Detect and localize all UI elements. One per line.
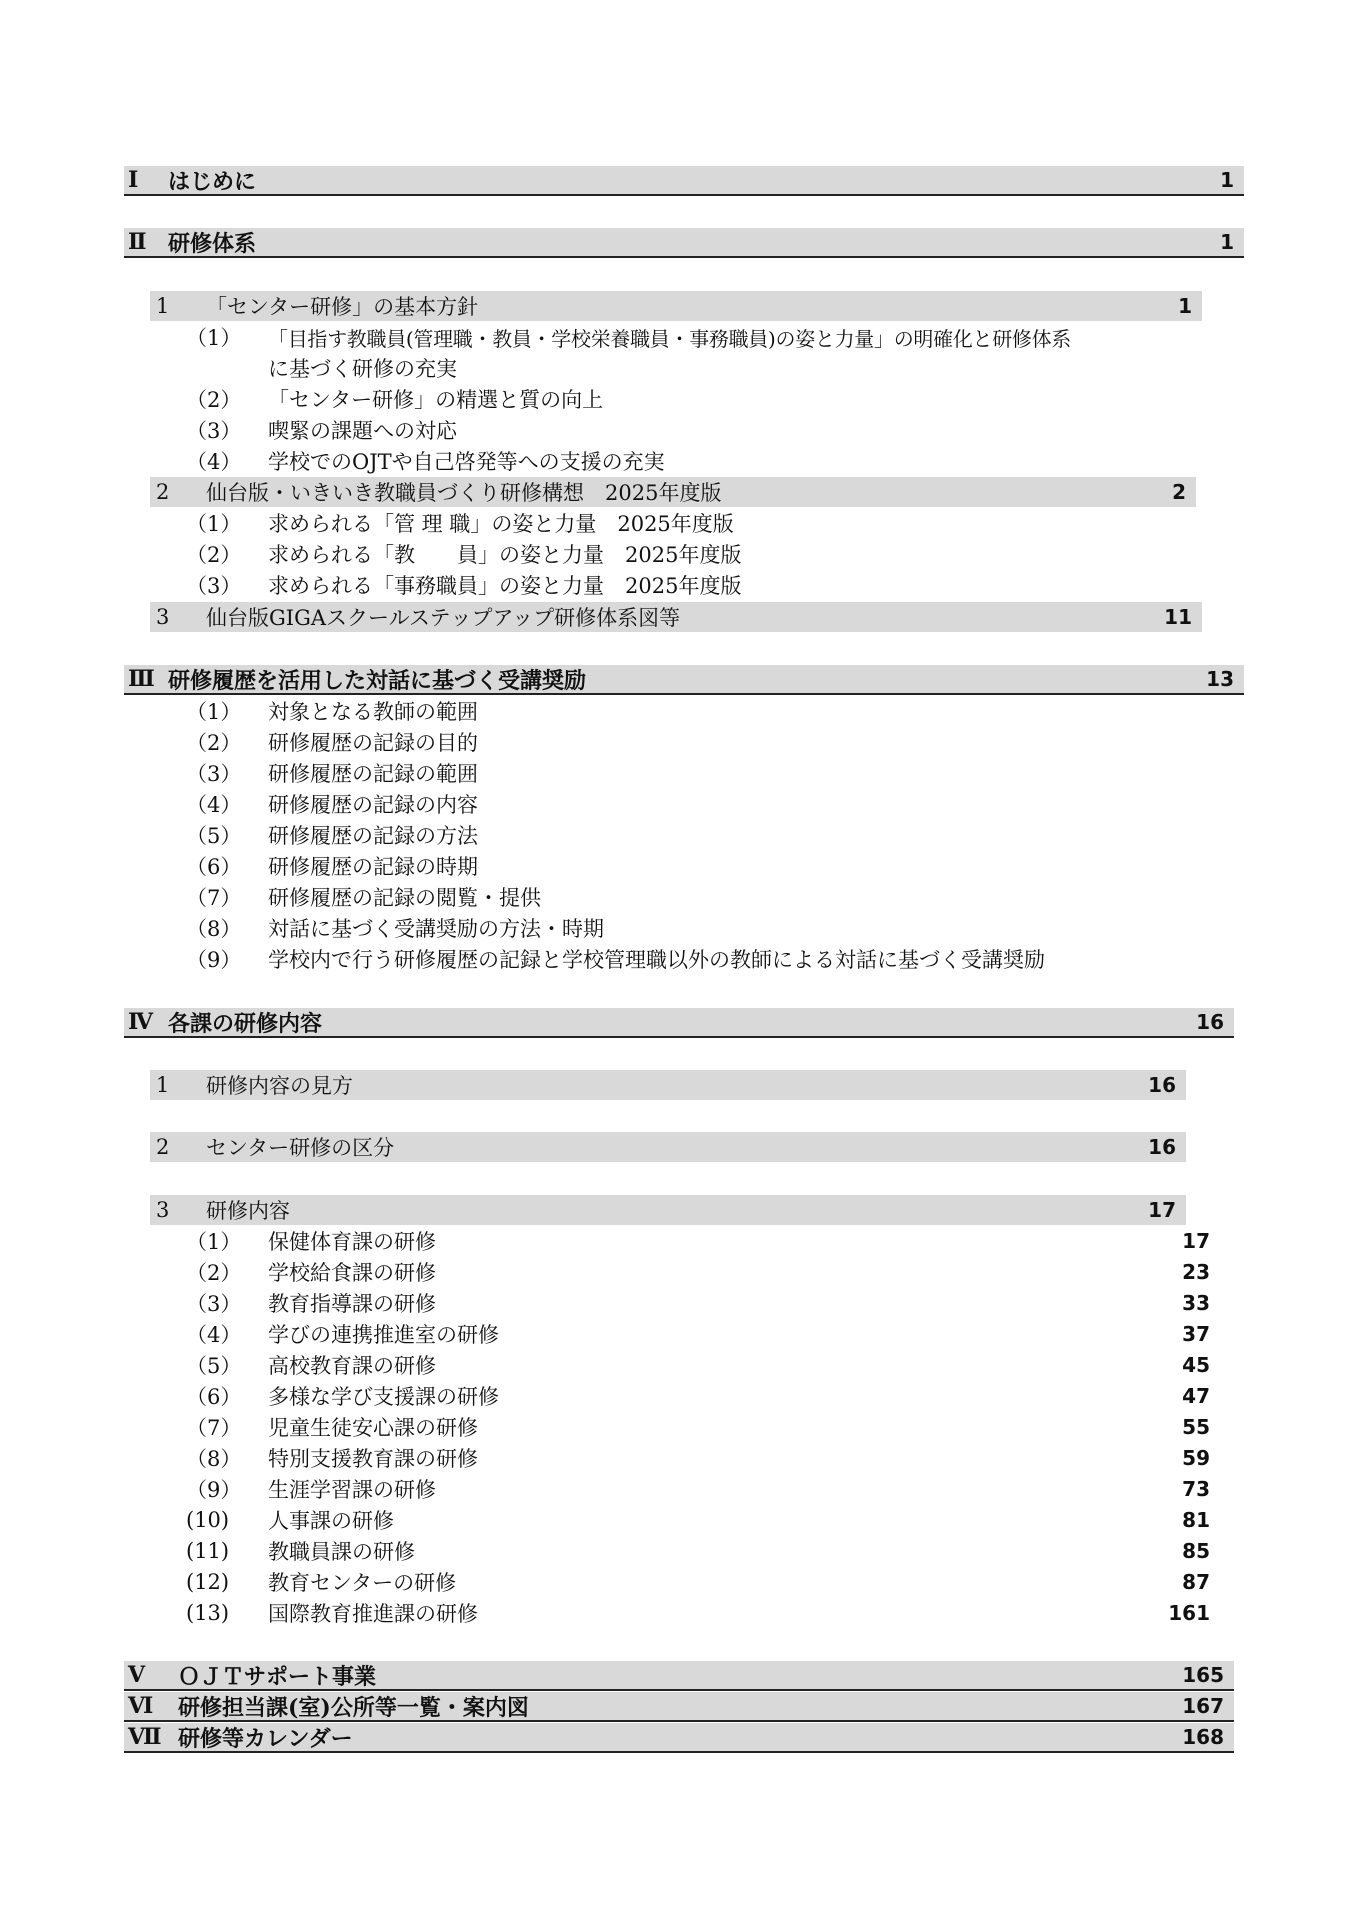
toc-subsection-4-1[interactable] (150, 1070, 1186, 1100)
item-title: 喫緊の課題への対応 (268, 419, 457, 443)
item-title: 研修履歴の記録の閲覧・提供 (268, 886, 541, 910)
item-number: （6） (186, 1385, 242, 1409)
item-number: (13) (186, 1601, 230, 1625)
item-title: 教育指導課の研修 (268, 1292, 436, 1316)
item-title: 特別支援教育課の研修 (268, 1447, 478, 1471)
item-number: （2） (186, 731, 242, 755)
item-number: （8） (186, 917, 242, 941)
subsection-number: 1 (156, 294, 170, 318)
item-title: 人事課の研修 (268, 1509, 394, 1533)
toc-item[interactable] (186, 1505, 1220, 1535)
subsection-title: 研修内容の見方 (206, 1074, 353, 1098)
item-number: （9） (186, 1478, 242, 1502)
toc-item[interactable] (186, 913, 1186, 943)
toc-item[interactable] (186, 539, 1186, 569)
toc-item[interactable] (186, 415, 1186, 445)
item-number: （1） (186, 700, 242, 724)
item-number: （4） (186, 450, 242, 474)
item-number: (11) (186, 1539, 230, 1563)
toc-section-3[interactable] (124, 665, 1244, 695)
toc-item[interactable] (186, 1443, 1220, 1473)
subsection-title: 仙台版・いきいき教職員づくり研修構想 2025年度版 (206, 481, 722, 505)
page-number: 16 (1148, 1135, 1176, 1159)
page-number: 47 (1182, 1384, 1210, 1408)
section-title: ＯＪＴサポート事業 (178, 1663, 377, 1690)
page-number: 23 (1182, 1260, 1210, 1284)
toc-subsection-2-1[interactable] (150, 291, 1202, 321)
toc-item[interactable] (186, 1257, 1220, 1287)
page-number: 1 (1178, 294, 1192, 318)
item-title: 研修履歴の記録の範囲 (268, 762, 478, 786)
item-title: 学校給食課の研修 (268, 1261, 436, 1285)
section-title: 研修履歴を活用した対話に基づく受講奨励 (168, 667, 587, 694)
item-title: 研修履歴の記録の内容 (268, 793, 478, 817)
item-title: 求められる「管 理 職」の姿と力量 2025年度版 (268, 512, 734, 536)
page-number: 45 (1182, 1353, 1210, 1377)
toc-subsection-2-3[interactable] (150, 602, 1202, 632)
page-number: 87 (1182, 1570, 1210, 1594)
subsection-title: 研修内容 (206, 1199, 290, 1223)
page-number: 161 (1168, 1601, 1210, 1625)
toc-item[interactable] (186, 1598, 1220, 1628)
item-number: （7） (186, 886, 242, 910)
subsection-title: 仙台版GIGAスクールステップアップ研修体系図等 (206, 606, 681, 630)
page-number: 17 (1182, 1229, 1210, 1253)
item-title: 求められる「教 員」の姿と力量 2025年度版 (268, 543, 742, 567)
page-number: 16 (1148, 1073, 1176, 1097)
toc-item[interactable] (186, 1350, 1220, 1380)
item-title: 保健体育課の研修 (268, 1230, 436, 1254)
item-number: （1） (186, 1230, 242, 1254)
page-number: 2 (1172, 480, 1186, 504)
page-number: 1 (1220, 168, 1234, 192)
item-number: （2） (186, 388, 242, 412)
toc-item[interactable] (186, 696, 1186, 726)
toc-subsection-4-3[interactable] (150, 1195, 1186, 1225)
item-number: （6） (186, 855, 242, 879)
page-number: 33 (1182, 1291, 1210, 1315)
toc-item[interactable] (186, 1536, 1220, 1566)
subsection-number: 2 (156, 1135, 170, 1159)
toc-item[interactable] (186, 727, 1186, 757)
item-title: 教職員課の研修 (268, 1540, 415, 1564)
item-title: 「センター研修」の精選と質の向上 (268, 388, 604, 412)
subsection-number: 2 (156, 480, 170, 504)
section-number: Ⅳ (128, 1009, 153, 1035)
subsection-title: センター研修の区分 (206, 1136, 395, 1160)
section-number: Ⅱ (128, 229, 147, 255)
item-number: （7） (186, 1416, 242, 1440)
item-number: （1） (186, 512, 242, 536)
section-title: 各課の研修内容 (168, 1010, 323, 1037)
item-number: （5） (186, 1354, 242, 1378)
toc-item-continuation: に基づく研修の充実 (268, 357, 457, 381)
page-number: 37 (1182, 1322, 1210, 1346)
page-number: 168 (1182, 1725, 1224, 1749)
toc-item[interactable] (186, 1319, 1220, 1349)
item-number: （4） (186, 1323, 242, 1347)
toc-item[interactable] (186, 446, 1186, 476)
item-title: 学びの連携推進室の研修 (268, 1323, 499, 1347)
item-title: 求められる「事務職員」の姿と力量 2025年度版 (268, 574, 742, 598)
toc-section-2[interactable] (124, 228, 1244, 258)
item-number: （8） (186, 1447, 242, 1471)
item-title: 学校内で行う研修履歴の記録と学校管理職以外の教師による対話に基づく受講奨励 (268, 948, 1045, 972)
item-number: （4） (186, 793, 242, 817)
subsection-number: 1 (156, 1073, 170, 1097)
section-title: はじめに (168, 168, 257, 195)
item-title: 対話に基づく受講奨励の方法・時期 (268, 917, 604, 941)
item-title: 国際教育推進課の研修 (268, 1602, 478, 1626)
item-title: 研修履歴の記録の時期 (268, 855, 478, 879)
page-number: 165 (1182, 1663, 1224, 1687)
toc-item[interactable] (186, 758, 1186, 788)
item-number: （3） (186, 419, 242, 443)
item-number: （3） (186, 762, 242, 786)
page-number: 73 (1182, 1477, 1210, 1501)
toc-item[interactable] (186, 1567, 1220, 1597)
item-number: (10) (186, 1508, 230, 1532)
item-number: （3） (186, 574, 242, 598)
section-number: Ⅰ (128, 167, 139, 193)
toc-item[interactable] (186, 944, 1246, 974)
item-title: 教育センターの研修 (268, 1571, 457, 1595)
toc-item[interactable] (186, 851, 1186, 881)
toc-item[interactable] (186, 384, 1186, 414)
item-number: （3） (186, 1292, 242, 1316)
page-number: 16 (1196, 1010, 1224, 1034)
toc-item[interactable] (186, 789, 1186, 819)
page-number: 11 (1164, 605, 1192, 629)
page-number: 85 (1182, 1539, 1210, 1563)
page-number: 81 (1182, 1508, 1210, 1532)
section-title: 研修担当課(室)公所等一覧・案内図 (178, 1694, 529, 1721)
page-number: 167 (1182, 1694, 1224, 1718)
item-title: 研修履歴の記録の方法 (268, 824, 478, 848)
item-number: （5） (186, 824, 242, 848)
toc-section-1[interactable] (124, 166, 1244, 196)
section-number: Ⅶ (128, 1724, 162, 1750)
item-title: 児童生徒安心課の研修 (268, 1416, 478, 1440)
item-number: （2） (186, 1261, 242, 1285)
page-number: 59 (1182, 1446, 1210, 1470)
toc-section-6[interactable] (124, 1692, 1234, 1722)
toc-subsection-4-2[interactable] (150, 1132, 1186, 1162)
toc-section-5[interactable] (124, 1661, 1234, 1691)
section-number: Ⅴ (128, 1662, 146, 1688)
item-number: （9） (186, 948, 242, 972)
item-number: （2） (186, 543, 242, 567)
toc-item[interactable] (186, 820, 1186, 850)
section-title: 研修等カレンダー (178, 1725, 353, 1752)
item-title: 研修履歴の記録の目的 (268, 731, 478, 755)
item-title: 学校でのOJTや自己啓発等への支援の充実 (268, 450, 665, 474)
section-number: Ⅵ (128, 1693, 154, 1719)
toc-item[interactable] (186, 1226, 1220, 1256)
page-number: 55 (1182, 1415, 1210, 1439)
item-title: 「目指す教職員(管理職・教員・学校栄養職員・事務職員)の姿と力量」の明確化と研修体系 (268, 326, 1072, 351)
section-number: Ⅲ (128, 666, 155, 692)
page-number: 13 (1206, 667, 1234, 691)
toc-item[interactable] (186, 508, 1186, 538)
toc-item[interactable] (186, 1288, 1220, 1318)
toc-item[interactable] (186, 1474, 1220, 1504)
subsection-number: 3 (156, 605, 170, 629)
toc-item[interactable] (186, 1381, 1220, 1411)
toc-subsection-2-2[interactable] (150, 477, 1196, 507)
page-number: 17 (1148, 1198, 1176, 1222)
item-title: 高校教育課の研修 (268, 1354, 436, 1378)
subsection-title: 「センター研修」の基本方針 (206, 295, 479, 319)
page-number: 1 (1220, 230, 1234, 254)
item-title: 生涯学習課の研修 (268, 1478, 436, 1502)
item-number: （1） (186, 326, 242, 350)
item-title: 多様な学び支援課の研修 (268, 1385, 499, 1409)
toc-item[interactable] (186, 322, 1246, 352)
toc-item[interactable] (186, 882, 1186, 912)
item-title: 対象となる教師の範囲 (268, 700, 478, 724)
subsection-number: 3 (156, 1198, 170, 1222)
toc-item[interactable] (186, 570, 1186, 600)
section-title: 研修体系 (168, 230, 257, 257)
toc-item[interactable] (186, 1412, 1220, 1442)
item-number: (12) (186, 1570, 230, 1594)
toc-section-4[interactable] (124, 1008, 1234, 1038)
toc-section-7[interactable] (124, 1723, 1234, 1753)
